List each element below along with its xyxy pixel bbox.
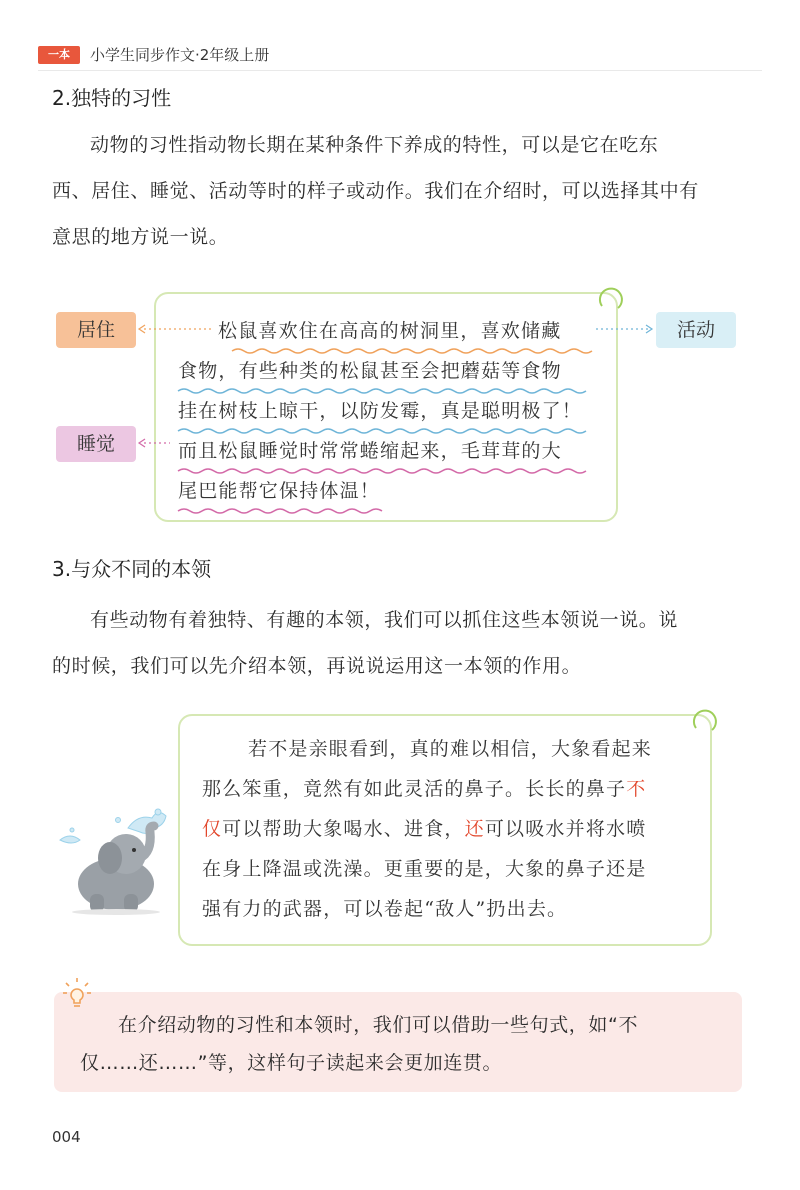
highlight-text: 仅 (202, 818, 223, 840)
tip-box (54, 992, 742, 1092)
orange-wavy-underline (172, 346, 612, 356)
blue-wavy-underline (172, 426, 612, 436)
elephant-illustration (58, 806, 178, 916)
section-3-paragraph (52, 597, 752, 689)
example-line: 在身上降温或洗澡。更重要的是，大象的鼻子还是 (202, 858, 647, 880)
example-line (202, 814, 646, 841)
pink-wavy-underline (172, 506, 612, 516)
paragraph-line: 西、居住、睡觉、活动等时的样子或动作。我们在介绍时，可以选择其中有 (52, 180, 699, 202)
paragraph-line: 动物的习性指动物长期在某种条件下养成的特性，可以是它在吃东 (90, 134, 659, 156)
tip-text (80, 1006, 730, 1082)
section-3-title: 3.与众不同的本领 (52, 557, 212, 581)
tip-line: 仅……还……”等，这样句子读起来会更加连贯。 (80, 1052, 503, 1074)
squirrel-example-box (154, 292, 618, 522)
corner-curl-icon (692, 706, 722, 736)
example-line: 若不是亲眼看到，真的难以相信，大象看起来 (248, 738, 653, 760)
tag-live: 居住 (56, 312, 136, 348)
corner-curl-icon (598, 284, 628, 314)
sleep-connector-arrow (136, 436, 172, 450)
section-2-paragraph (52, 122, 752, 260)
tag-activity: 活动 (656, 312, 736, 348)
highlight-text: 还 (464, 818, 485, 840)
example-text: 可以吸水并将水喷 (484, 818, 647, 840)
example-line (202, 774, 646, 801)
example-line: 食物，有些种类的松鼠甚至会把蘑菇等食物 (178, 360, 562, 382)
tip-line: 在介绍动物的习性和本领时，我们可以借助一些句式，如“不 (118, 1014, 639, 1036)
highlight-text: 不 (626, 778, 647, 800)
paragraph-line: 意思的地方说一说。 (52, 226, 229, 248)
activity-connector-arrow (596, 322, 656, 336)
live-connector-arrow (136, 322, 216, 336)
elephant-example-box (178, 714, 712, 946)
example-line: 而且松鼠睡觉时常常蜷缩起来，毛茸茸的大 (178, 440, 562, 462)
paragraph-line: 有些动物有着独特、有趣的本领，我们可以抓住这些本领说一说。说 (90, 609, 679, 631)
example-line: 松鼠喜欢住在高高的树洞里，喜欢储藏 (218, 320, 562, 342)
example-text: 那么笨重，竟然有如此灵活的鼻子。长长的鼻子 (202, 778, 627, 800)
header-divider (38, 70, 762, 71)
pink-wavy-underline (172, 466, 612, 476)
example-line: 强有力的武器，可以卷起“敌人”扔出去。 (202, 898, 568, 920)
example-line: 尾巴能帮它保持体温！ (178, 480, 381, 502)
blue-wavy-underline (172, 386, 612, 396)
lightbulb-icon (62, 976, 92, 1010)
page-number: 004 (52, 1128, 81, 1146)
tag-sleep: 睡觉 (56, 426, 136, 462)
book-title: 小学生同步作文·2年级上册 (90, 46, 270, 64)
example-line: 挂在树枝上晾干，以防发霉，真是聪明极了！ (178, 400, 583, 422)
example-text: 可以帮助大象喝水、进食， (222, 818, 465, 840)
section-2-title: 2.独特的习性 (52, 86, 172, 110)
paragraph-line: 的时候，我们可以先介绍本领，再说说运用这一本领的作用。 (52, 655, 582, 677)
series-badge: 一本 (38, 46, 80, 64)
